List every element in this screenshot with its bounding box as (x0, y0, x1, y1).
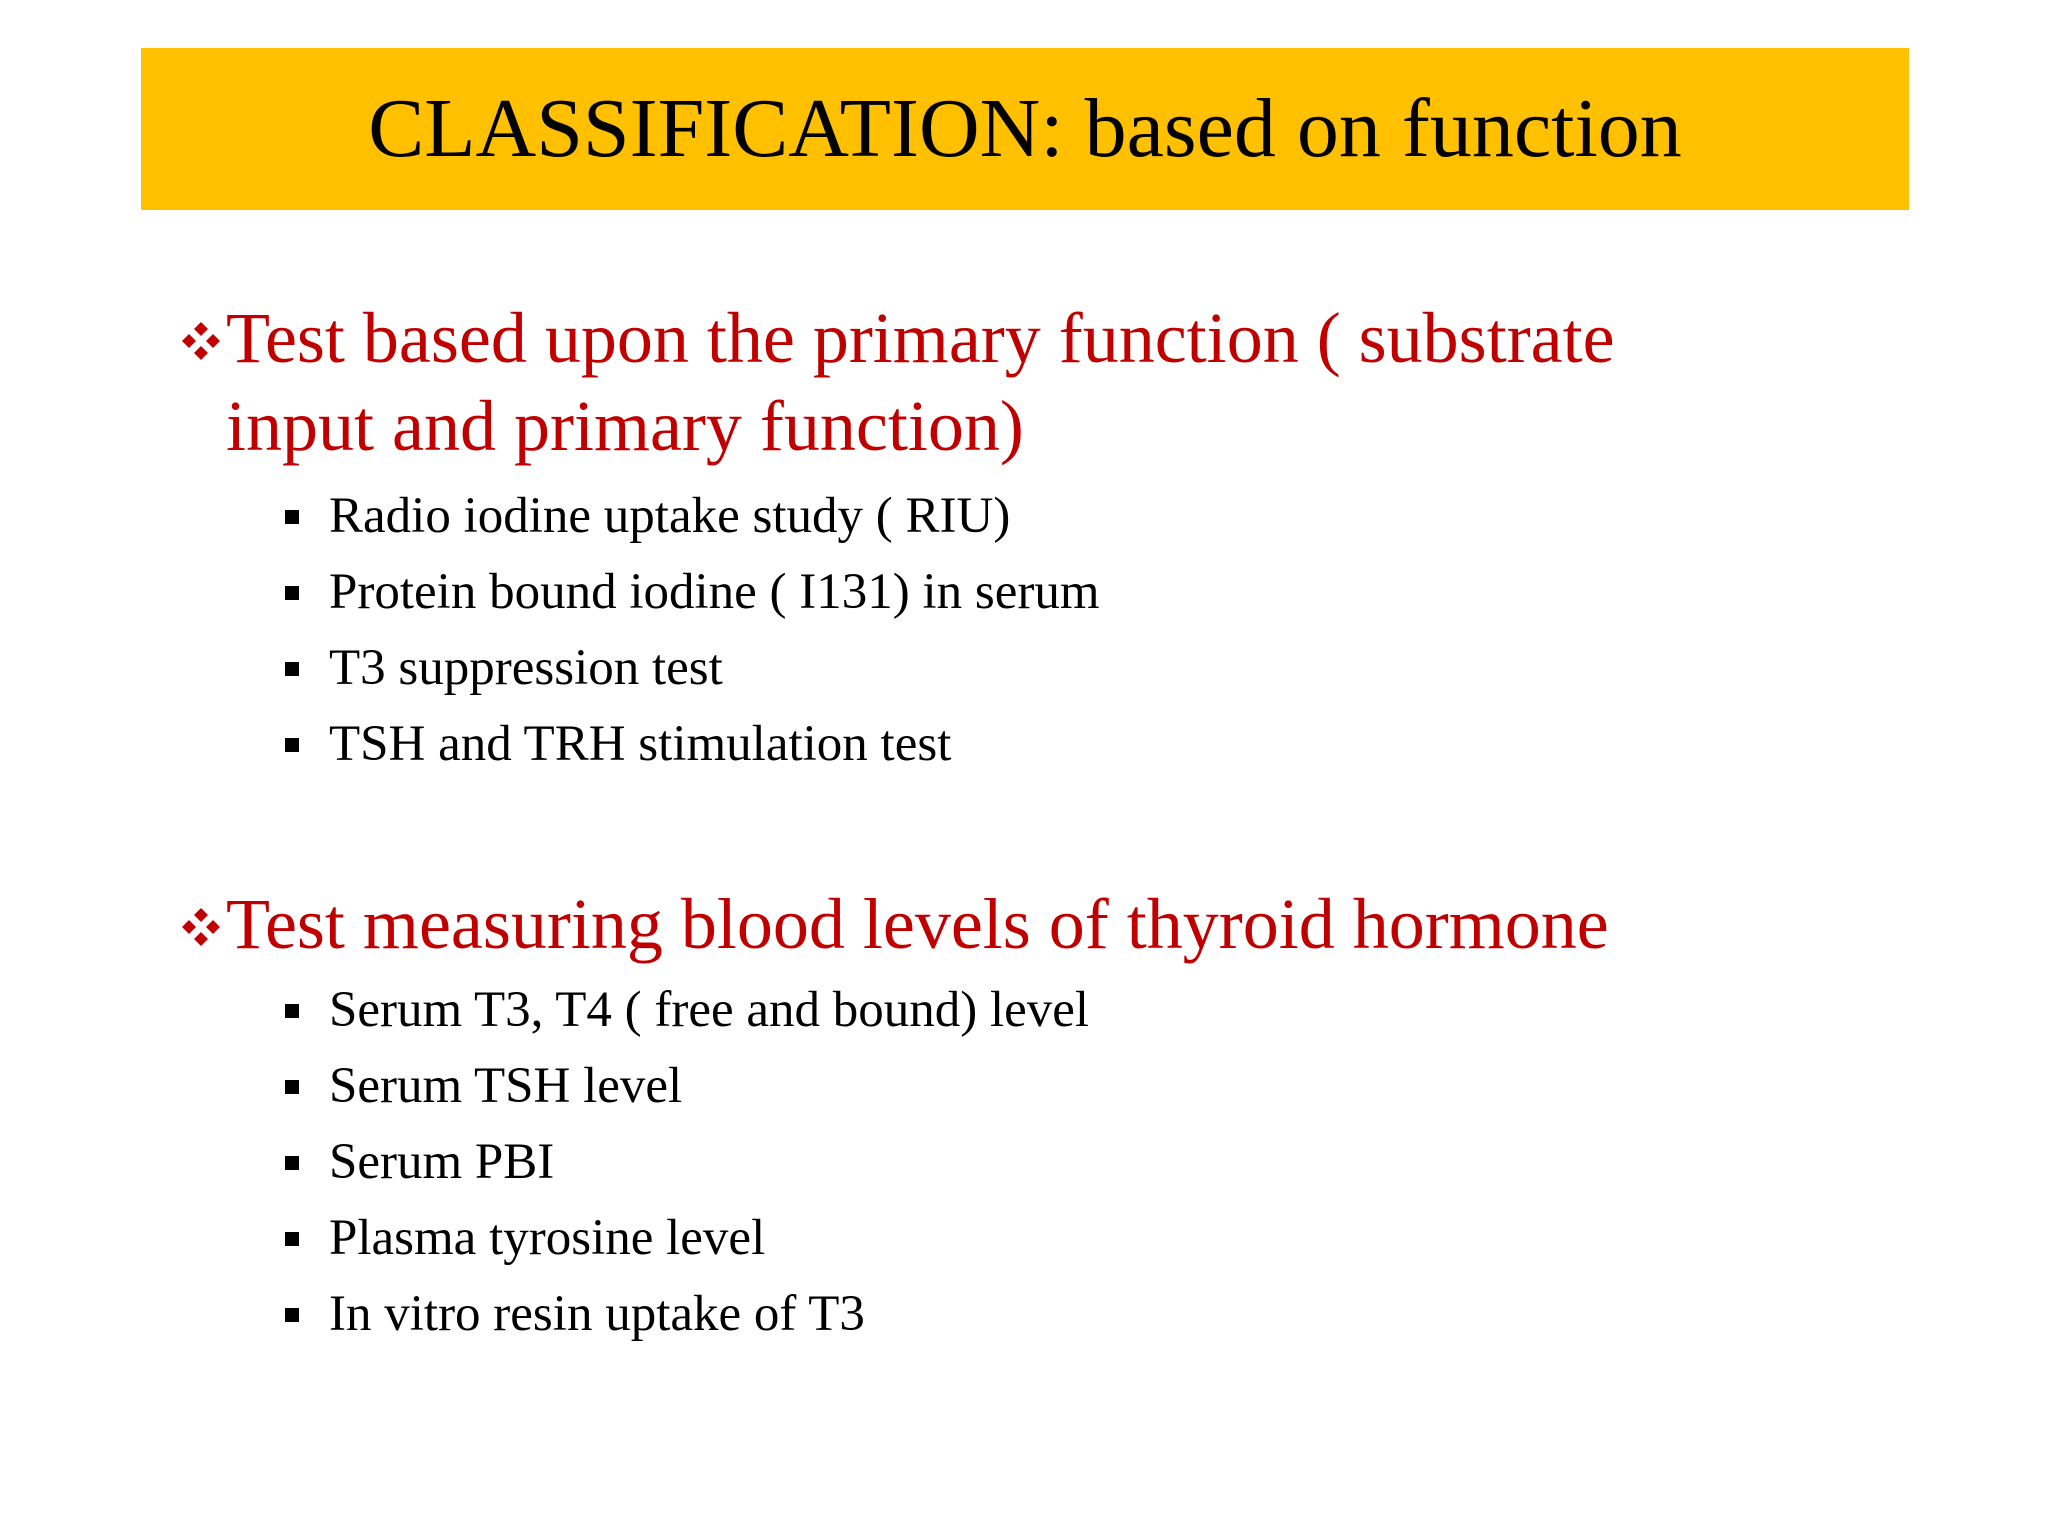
section-heading (176, 880, 1876, 968)
list-item (280, 1200, 1876, 1276)
square-bullet-icon (285, 1308, 299, 1322)
section-heading (176, 294, 1876, 470)
list-item (280, 1124, 1876, 1200)
list-item-text: Serum PBI (329, 1134, 555, 1190)
square-bullet-icon (285, 738, 299, 752)
square-bullet-icon (285, 1156, 299, 1170)
list-item (280, 972, 1876, 1048)
list-item-text: TSH and TRH stimulation test (329, 716, 952, 772)
list-item (280, 554, 1876, 630)
bullet-list (280, 478, 1876, 782)
section-heading-line-2: input and primary function) (226, 386, 1024, 466)
title-bar (141, 48, 1909, 210)
list-item (280, 630, 1876, 706)
square-bullet-icon (285, 662, 299, 676)
list-item-text: Plasma tyrosine level (329, 1210, 766, 1266)
list-item-text: Serum T3, T4 ( free and bound) level (329, 982, 1090, 1038)
diamond-bullet-icon (176, 902, 226, 952)
section-primary-function (176, 294, 1876, 782)
diamond-bullet-icon (176, 316, 226, 366)
square-bullet-icon (285, 1232, 299, 1246)
page-title: CLASSIFICATION: based on function (368, 82, 1682, 175)
section-heading-line-1: Test measuring blood levels of thyroid hormone (226, 884, 1609, 964)
list-item (280, 478, 1876, 554)
list-item-text: Radio iodine uptake study ( RIU) (329, 488, 1011, 544)
square-bullet-icon (285, 586, 299, 600)
list-item-text: T3 suppression test (329, 640, 723, 696)
list-item (280, 1276, 1876, 1352)
list-item-text: Serum TSH level (329, 1058, 683, 1114)
square-bullet-icon (285, 1004, 299, 1018)
section-blood-levels (176, 880, 1876, 1352)
list-item-text: Protein bound iodine ( I131) in serum (329, 564, 1100, 620)
square-bullet-icon (285, 510, 299, 524)
list-item-text: In vitro resin uptake of T3 (329, 1286, 865, 1342)
section-heading-line-1: Test based upon the primary function ( substrate (226, 298, 1615, 378)
bullet-list (280, 972, 1876, 1352)
square-bullet-icon (285, 1080, 299, 1094)
list-item (280, 1048, 1876, 1124)
list-item (280, 706, 1876, 782)
